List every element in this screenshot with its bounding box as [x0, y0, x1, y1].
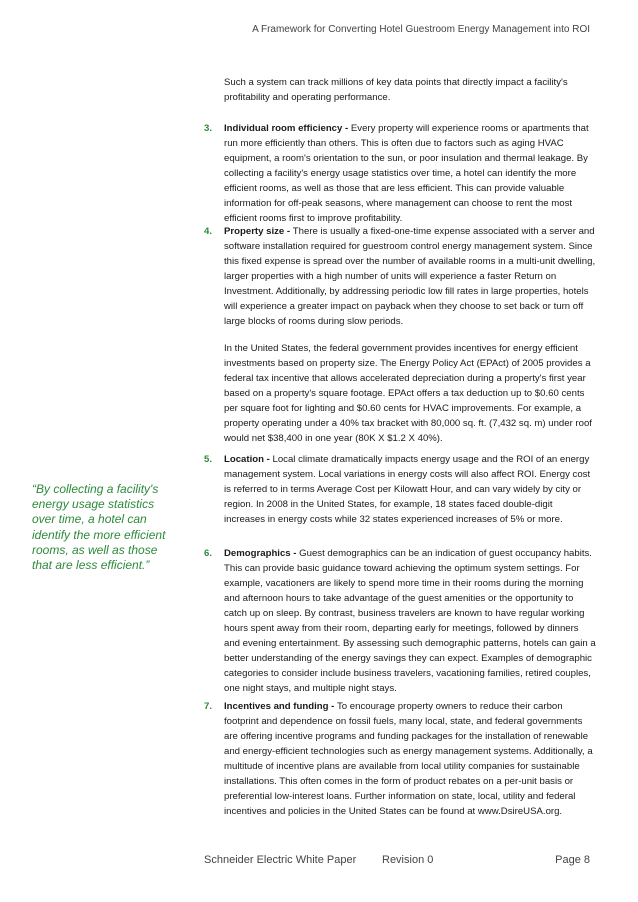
list-item-label: Demographics -: [224, 548, 300, 559]
running-header: A Framework for Converting Hotel Guestroom Energy Management into ROI: [252, 24, 590, 35]
footer-page-number: Page 8: [555, 854, 590, 866]
pull-quote: “By collecting a facility's energy usage statistics over time, a hotel can identify the more efficient rooms, as well as those that are less efficient.”: [32, 482, 166, 573]
list-item-property-size: [204, 224, 596, 329]
list-item-label: Incentives and funding -: [224, 701, 337, 712]
federal-incentive-paragraph: In the United States, the federal government provides incentives for energy efficient investments based on property size. The Energy Policy Act (EPAct) of 2005 provides a federal tax incentive that allows accelerated depreciation during a property's first year based on a property's square footage. EPAct offers a tax deduction up to $0.60 cents per square foot for lighting and $0.60 cents for HVAC improvements. For example, a property operating under a 40% tax bracket with 80,000 sq. ft. (7,432 sq. m) under roof would net $38,400 in one year (80K X $1.2 X 40%).: [224, 343, 592, 444]
list-item-text: To encourage property owners to reduce their carbon footprint and dependence on fossil fuels, many local, state, and federal governments are offering incentive programs and funding packages for the installation of renewable and energy-efficient technologies such as energy management systems. Additionally, a multitude of incentive plans are available from local utility companies for sustainable installations. This often comes in the form of product rebates on a per-unit basis or preferential low-interest loans. Further information on state, local, utility and federal incentives and policies in the United States can be found at www.DsireUSA.org.: [224, 701, 593, 817]
list-item-text: Local climate dramatically impacts energy usage and the ROI of an energy management system. Local variations in energy costs will also affect ROI. Energy cost is referred to in terms Average Cost per Kilowatt Hour, and can vary widely by city or region. In 2008 in the United States, for example, 18 states faced double-digit increases in energy costs while 32 states experienced increases of 5% or more.: [224, 454, 591, 525]
list-number: 5.: [204, 454, 213, 465]
list-item-label: Property size -: [224, 226, 293, 237]
list-item-demographics: [204, 546, 596, 696]
intro-paragraph: Such a system can track millions of key data points that directly impact a facility's profitability and operating performance.: [224, 77, 568, 103]
list-number: 4.: [204, 226, 213, 237]
list-item-location: [204, 452, 596, 527]
list-number: 6.: [204, 548, 213, 559]
list-item-individual-room-efficiency: [204, 121, 596, 226]
list-item-text: Every property will experience rooms or apartments that run more efficiently than others. This is often due to factors such as aging HVAC equipment, a room's orientation to the sun, or poor insulation and thermal leakage. By collecting a facility's energy usage statistics over time, a hotel can identify the more efficient rooms, as well as those that are less efficient. This can provide valuable information for off-peak seasons, where management can choose to rent the most efficient rooms first to improve profitability.: [224, 123, 589, 224]
list-item-incentives-funding: [204, 699, 596, 819]
list-number: 7.: [204, 701, 213, 712]
list-item-label: Individual room efficiency -: [224, 123, 351, 134]
list-item-label: Location -: [224, 454, 273, 465]
footer-company: Schneider Electric White Paper: [204, 854, 357, 866]
list-item-text: Guest demographics can be an indication of guest occupancy habits. This can provide basic guidance toward achieving the optimum system settings. For example, vacationers are likely to spend more time in their rooms during the morning and afternoon hours to take advantage of the guest amenities or the opportunity to catch up on sleep. By contrast, business travelers are known to have regular working hours spent away from their room, departing early for meetings, followed by dinners and evening entertainment. By assessing such demographic patterns, hotels can gain a better understanding of the energy savings they can expect. Examples of demographic categories to consider include business travelers, vacationing families, retired couples, one night stays, and multiple night stays.: [224, 548, 596, 694]
list-number: 3.: [204, 123, 213, 134]
list-item-text: There is usually a fixed-one-time expense associated with a server and software installation required for guestroom control energy management system. Since this fixed expense is spread over the number of available rooms in a multi-unit dwelling, larger properties with a high number of units will experience a faster Return on Investment. Additionally, by addressing periodic low fill rates in large properties, hotels will experience a greater impact on payback when they choose to set back or turn off large blocks of rooms during slow periods.: [224, 226, 596, 327]
footer-revision: Revision 0: [382, 854, 434, 866]
